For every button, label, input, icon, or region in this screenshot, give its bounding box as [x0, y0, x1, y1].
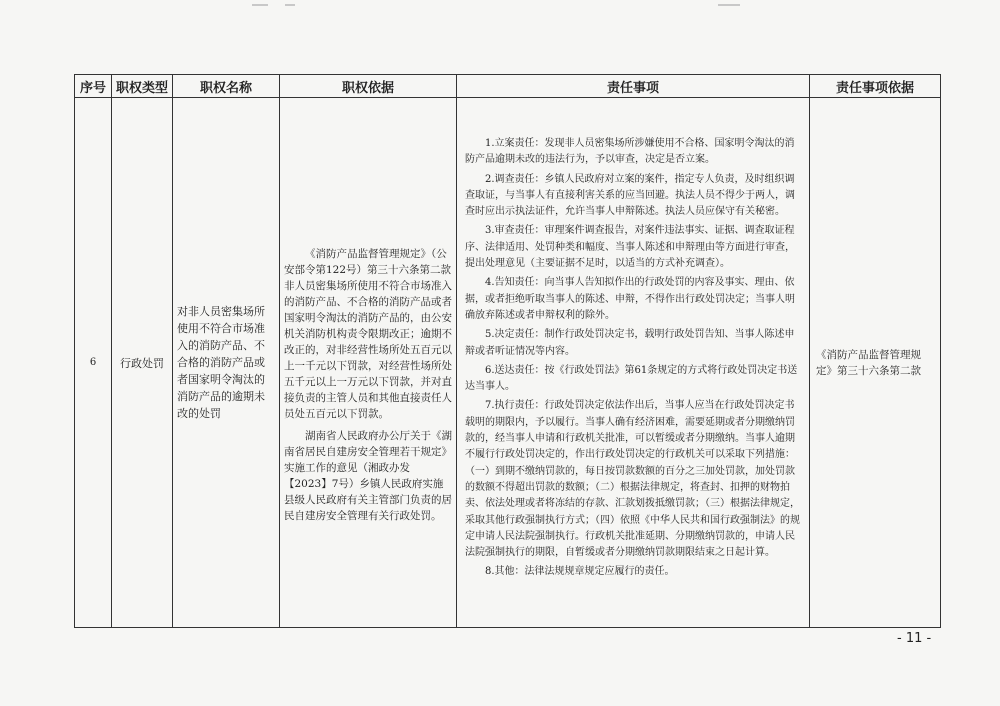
header-duties: 责任事项	[457, 75, 810, 98]
duties	[457, 98, 810, 628]
duty-item: 4.告知责任：向当事人告知拟作出的行政处罚的内容及事实、理由、依据，或者拒绝听取当事人的陈述、申辩，不得作出行政处罚决定；当事人明确放弃陈述或者申辩权利的除外。	[465, 277, 795, 321]
power-name: 对非人员密集场所使用不符合市场准入的消防产品、不合格的消防产品或者国家明令淘汰的消防产品的逾期未改的处罚	[173, 98, 280, 628]
header-duty-basis: 责任事项依据	[810, 75, 941, 98]
basis-paragraph: 《消防产品监督管理规定》（公安部令第122号）第三十六条第二款 非人员密集场所使用不符合市场准入的消防产品、不合格的消防产品或者国家明令淘汰的消防产品的，由公安机关消防机构责令限期改正；逾期不改正的，对非经营性场所处五百元以上一千元以下罚款，对经营性场所处五千元以上一万元以下罚款，并对直接负责的主管人员和其他直接责任人员处五百元以下罚款。	[284, 248, 462, 420]
header-power-name: 职权名称	[173, 75, 280, 98]
basis-paragraph: 湖南省人民政府办公厅关于《湖南省居民自建房安全管理若干规定》实施工作的意见（湘政办发【2023】7号）乡镇人民政府实施县级人民政府有关主管部门负责的居民自建房安全管理有关行政处罚。	[284, 430, 452, 522]
duty-item: 6.送达责任：按《行政处罚法》第61条规定的方式将行政处罚决定书送达当事人。	[465, 364, 798, 393]
scan-mark	[285, 4, 295, 6]
duty-item: 7.执行责任：行政处罚决定依法作出后，当事人应当在行政处罚决定书载明的期限内，予以履行。当事人确有经济困难，需要延期或者分期缴纳罚款的，经当事人申请和行政机关批准，可以暂缓或者分期缴纳。当事人逾期不履行行政处罚决定的，作出行政处罚决定的行政机关可以采取下列措施：（一）到期不缴纳罚款的，每日按罚款数额的百分之三加处罚款，加处罚款的数额不得超出罚款的数额；（二）根据法律规定，将查封、扣押的财物拍卖、依法处理或者将冻结的存款、汇款划拨抵缴罚款；（三）根据法律规定，采取其他行政强制执行方式；（四）依照《中华人民共和国行政强制法》的规定申请人民法院强制执行。行政机关批准延期、分期缴纳罚款的，申请人民法院强制执行的期限，自暂缓或者分期缴纳罚款期限结束之日起计算。	[465, 400, 800, 559]
duty-basis: 《消防产品监督管理规定》第三十六条第二款	[810, 98, 941, 628]
power-type: 行政处罚	[112, 98, 173, 628]
power-basis	[280, 98, 462, 628]
header-no: 序号	[75, 75, 112, 98]
scan-mark	[252, 4, 268, 6]
duty-item: 1.立案责任：发现非人员密集场所涉嫌使用不合格、国家明令淘汰的消防产品逾期未改的违法行为，予以审查，决定是否立案。	[465, 138, 795, 166]
duty-item: 3.审查责任：审理案件调查报告，对案件违法事实、证据、调查取证程序、法律适用、处罚种类和幅度、当事人陈述和申辩理由等方面进行审查，提出处理意见（主要证据不足时，以适当的方式补充调查）。	[465, 225, 795, 270]
duty-item: 8.其他：法律法规规章规定应履行的责任。	[485, 566, 675, 578]
scan-mark	[718, 4, 740, 6]
header-power-type: 职权类型	[112, 75, 173, 98]
header-power-basis: 职权依据	[280, 75, 457, 98]
row-number: 6	[75, 98, 112, 628]
power-list-table	[74, 74, 941, 628]
duty-item: 2.调查责任：乡镇人民政府对立案的案件，指定专人负责，及时组织调查取证，与当事人有直接利害关系的应当回避。执法人员不得少于两人，调查时应出示执法证件，允许当事人申辩陈述。执法人员应保守有关秘密。	[465, 173, 795, 218]
page-number: - 11 -	[897, 631, 932, 646]
duty-item: 5.决定责任：制作行政处罚决定书，载明行政处罚告知、当事人陈述申辩或者听证情况等内容。	[465, 329, 795, 357]
table-header-row	[75, 75, 941, 98]
table-row	[75, 98, 941, 628]
